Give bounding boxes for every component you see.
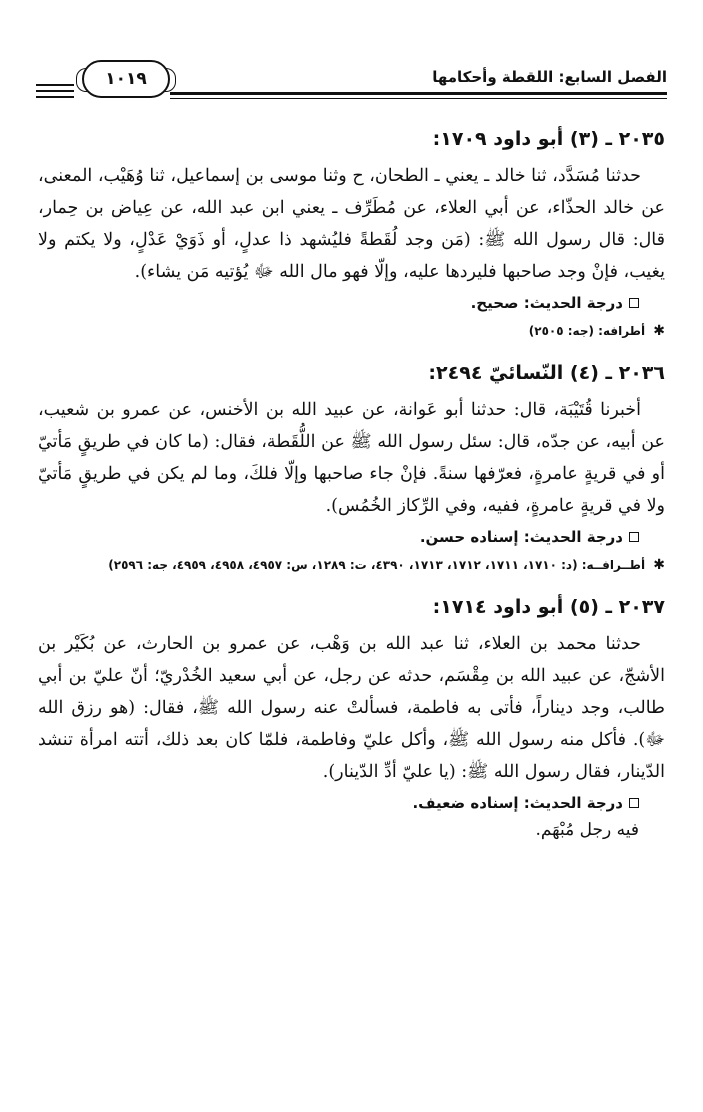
hadith-heading: ٢٠٣٧ ـ (٥) أبو داود ١٧١٤:: [432, 596, 665, 618]
grade-text: درجة الحديث: صحيح.: [470, 294, 623, 312]
header-left-rule: [36, 84, 74, 102]
hadith-entry-2035: [38, 128, 665, 342]
hadith-atraf: [38, 320, 665, 342]
hadith-grade: [38, 528, 639, 546]
square-bullet-icon: [629, 298, 639, 308]
hadith-text: حدثنا محمد بن العلاء، ثنا عبد الله بن وَهْب، عن عمرو بن الحارث، عن بُكَيْر بن الأشجّ، عن عبيد الله بن مِقْسَم، حدثه عن رجل، عن أبي سعيد الخُدْريّ؛ أنّ عليّ بن أبي طالب، وجد ديناراً، فأتى به فاطمة، فسألتْ عنه رسول الله ﷺ، فقال: (هو رزق الله ﷻ). فأكل منه رسول الله ﷺ، وأكل عليّ وفاطمة، فلمّا كان بعد ذلك، أتته امرأة تنشد الدّينار، فقال رسول الله ﷺ: (يا عليّ أدِّ الدّينار).: [38, 634, 665, 782]
hadith-text: حدثنا مُسَدَّد، ثنا خالد ـ يعني ـ الطحان، ح وثنا موسى بن إسماعيل، ثنا وُهَيْب، المعنى، عن خالد الحذّاء، عن أبي العلاء، عن مُطَرِّف ـ يعني ابن عبد الله، عن عِياض بن حِمار، قال: قال رسول الله ﷺ: (مَن وجد لُقَطةً فليُشهد ذا عدلٍ، أو ذَوَيْ عَدْلٍ، ولا يكتم ولا يغيب، فإنْ وجد صاحبها فليردها عليه، وإلّا فهو مال الله ﷻ يُؤتيه مَن يشاء).: [38, 166, 665, 282]
square-bullet-icon: [629, 532, 639, 542]
hadith-note: فيه رجل مُبْهَم.: [535, 820, 639, 840]
chapter-title: الفصل السابع: اللقطة وأحكامها: [432, 68, 667, 86]
square-bullet-icon: [629, 798, 639, 808]
atraf-text: أطــرافــه: (د: ١٧١٠، ١٧١١، ١٧١٢، ١٧١٣، ٤٣٩٠، ت: ١٢٨٩، س: ٤٩٥٧، ٤٩٥٨، ٤٩٥٩، جه: ٢٥٩٦): [108, 558, 646, 572]
hadith-entry-2037: [38, 596, 665, 840]
page-number: ١٠١٩: [105, 69, 147, 89]
hadith-heading: ٢٠٣٥ ـ (٣) أبو داود ١٧٠٩:: [432, 128, 665, 150]
hadith-atraf: [38, 554, 665, 576]
grade-text: درجة الحديث: إسناده حسن.: [419, 528, 623, 546]
hadith-grade: [38, 794, 639, 812]
hadith-entry-2036: [38, 362, 665, 576]
hadith-text: أخبرنا قُتَيْبَة، قال: حدثنا أبو عَوانة، عن عبيد الله بن الأخنس، عن عمرو بن شعيب، عن أبيه، عن جدّه، قال: سئل رسول الله ﷺ عن اللُّقَطة، فقال: (ما كان في طريقٍ مَأتيّ أو في قريةٍ عامرةٍ، فعرّفها سنةً. فإنْ جاء صاحبها وإلّا فلكَ، وما لم يكن في طريقٍ مَأتيّ ولا في قريةٍ عامرةٍ، ففيه، وفي الرِّكاز الخُمُس).: [38, 400, 665, 516]
header-rule: [170, 92, 667, 99]
hadith-heading: ٢٠٣٦ ـ (٤) النّسائيّ ٢٤٩٤:: [428, 362, 665, 384]
page-content: [38, 128, 665, 840]
page-number-badge: [82, 60, 170, 98]
atraf-text: أطرافه: (جه: ٢٥٠٥): [528, 324, 646, 338]
hadith-grade: [38, 294, 639, 312]
grade-text: درجة الحديث: إسناده ضعيف.: [412, 794, 623, 812]
page-header: [36, 54, 667, 106]
asterisk-icon: ✱: [653, 557, 665, 573]
asterisk-icon: ✱: [653, 323, 665, 339]
